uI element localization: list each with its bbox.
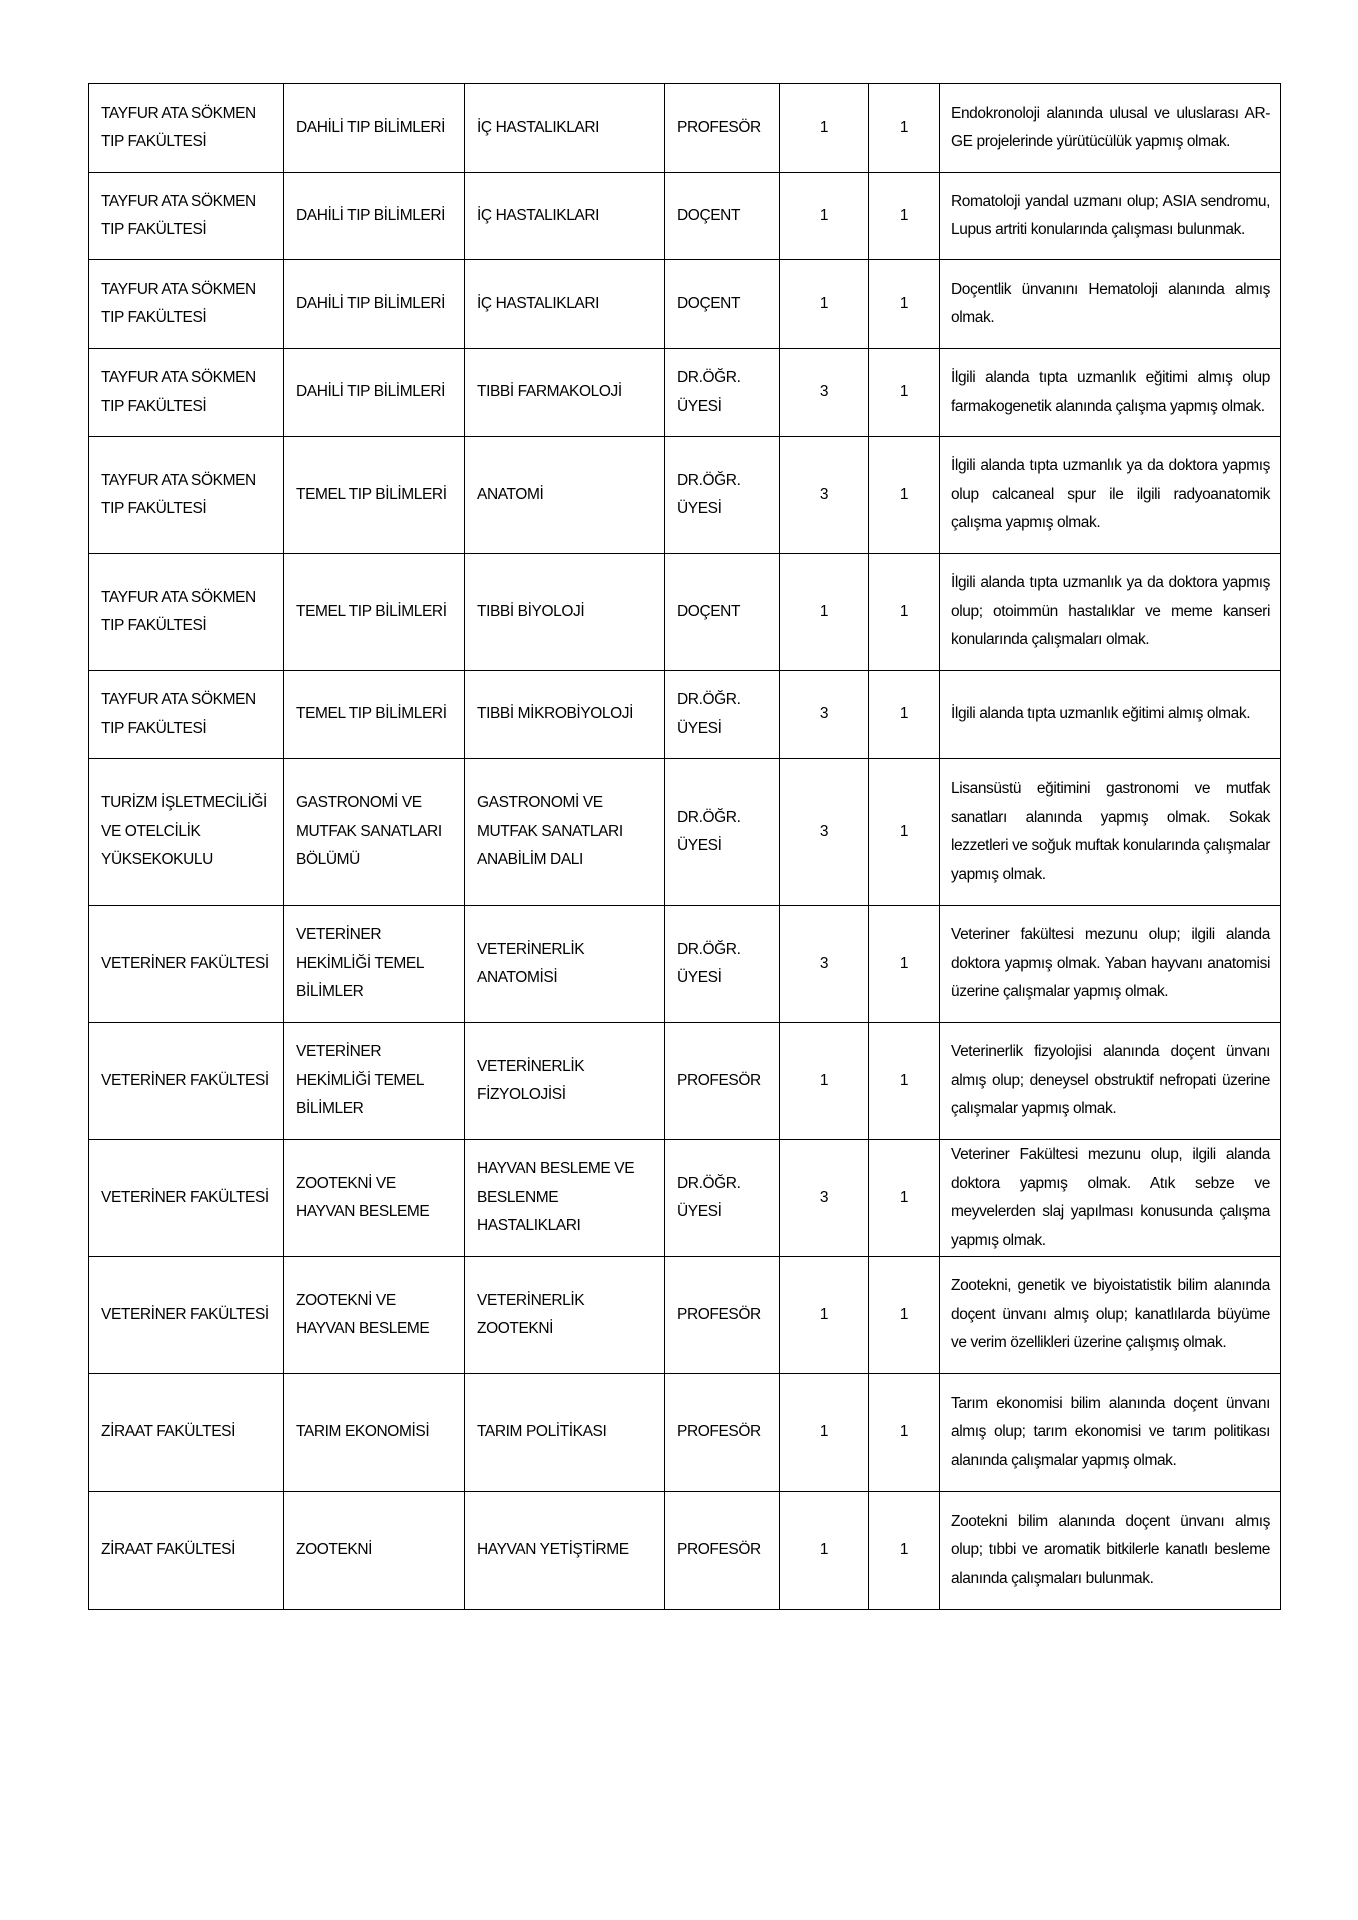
count-cell: 1 xyxy=(869,84,940,173)
title-cell: PROFESÖR xyxy=(665,1492,780,1610)
title-cell: DOÇENT xyxy=(665,260,780,349)
degree-cell: 3 xyxy=(780,759,869,906)
degree-cell: 1 xyxy=(780,1374,869,1492)
degree-cell: 1 xyxy=(780,1023,869,1140)
program-cell: İÇ HASTALIKLARI xyxy=(465,84,665,173)
department-cell: TEMEL TIP BİLİMLERİ xyxy=(284,671,465,759)
count-cell: 1 xyxy=(869,437,940,554)
table-row xyxy=(89,554,1281,671)
faculty-cell: TAYFUR ATA SÖKMEN TIP FAKÜLTESİ xyxy=(89,260,284,349)
program-cell: TIBBİ BİYOLOJİ xyxy=(465,554,665,671)
program-cell: HAYVAN BESLEME VE BESLENME HASTALIKLARI xyxy=(465,1140,665,1257)
count-cell: 1 xyxy=(869,671,940,759)
degree-cell: 1 xyxy=(780,260,869,349)
title-cell: PROFESÖR xyxy=(665,1257,780,1374)
count-cell: 1 xyxy=(869,349,940,437)
faculty-cell: TAYFUR ATA SÖKMEN TIP FAKÜLTESİ xyxy=(89,554,284,671)
title-cell: DR.ÖĞR. ÜYESİ xyxy=(665,906,780,1023)
table-row xyxy=(89,1023,1281,1140)
degree-cell: 1 xyxy=(780,173,869,260)
degree-cell: 1 xyxy=(780,1257,869,1374)
count-cell: 1 xyxy=(869,1023,940,1140)
faculty-cell: TAYFUR ATA SÖKMEN TIP FAKÜLTESİ xyxy=(89,437,284,554)
requirement-cell: Endokronoloji alanında ulusal ve uluslarası AR-GE projelerinde yürütücülük yapmış olmak. xyxy=(940,84,1281,173)
department-cell: DAHİLİ TIP BİLİMLERİ xyxy=(284,349,465,437)
faculty-cell: VETERİNER FAKÜLTESİ xyxy=(89,1257,284,1374)
title-cell: PROFESÖR xyxy=(665,1374,780,1492)
program-cell: VETERİNERLİK ANATOMİSİ xyxy=(465,906,665,1023)
degree-cell: 3 xyxy=(780,671,869,759)
program-cell: VETERİNERLİK FİZYOLOJİSİ xyxy=(465,1023,665,1140)
program-cell: TIBBİ FARMAKOLOJİ xyxy=(465,349,665,437)
title-cell: DOÇENT xyxy=(665,173,780,260)
faculty-cell: TAYFUR ATA SÖKMEN TIP FAKÜLTESİ xyxy=(89,671,284,759)
department-cell: VETERİNER HEKİMLİĞİ TEMEL BİLİMLER xyxy=(284,906,465,1023)
degree-cell: 1 xyxy=(780,84,869,173)
department-cell: ZOOTEKNİ xyxy=(284,1492,465,1610)
requirement-cell: Tarım ekonomisi bilim alanında doçent ünvanı almış olup; tarım ekonomisi ve tarım politikası alanında çalışmalar yapmış olmak. xyxy=(940,1374,1281,1492)
requirement-cell: Veteriner fakültesi mezunu olup; ilgili alanda doktora yapmış olmak. Yaban hayvanı anatomisi üzerine çalışmalar yapmış olmak. xyxy=(940,906,1281,1023)
title-cell: PROFESÖR xyxy=(665,84,780,173)
count-cell: 1 xyxy=(869,173,940,260)
department-cell: DAHİLİ TIP BİLİMLERİ xyxy=(284,173,465,260)
table-row xyxy=(89,1257,1281,1374)
program-cell: HAYVAN YETİŞTİRME xyxy=(465,1492,665,1610)
department-cell: TARIM EKONOMİSİ xyxy=(284,1374,465,1492)
count-cell: 1 xyxy=(869,1257,940,1374)
faculty-cell: VETERİNER FAKÜLTESİ xyxy=(89,906,284,1023)
requirement-cell: Veterinerlik fizyolojisi alanında doçent ünvanı almış olup; deneysel obstruktif nefropati üzerine çalışmalar yapmış olmak. xyxy=(940,1023,1281,1140)
degree-cell: 3 xyxy=(780,1140,869,1257)
program-cell: ANATOMİ xyxy=(465,437,665,554)
table-row xyxy=(89,349,1281,437)
title-cell: DR.ÖĞR. ÜYESİ xyxy=(665,349,780,437)
table-row xyxy=(89,437,1281,554)
department-cell: VETERİNER HEKİMLİĞİ TEMEL BİLİMLER xyxy=(284,1023,465,1140)
count-cell: 1 xyxy=(869,1492,940,1610)
requirement-cell: Lisansüstü eğitimini gastronomi ve mutfak sanatları alanında yapmış olmak. Sokak lezzetleri ve soğuk muftak konularında çalışmalar yapmış olmak. xyxy=(940,759,1281,906)
program-cell: TIBBİ MİKROBİYOLOJİ xyxy=(465,671,665,759)
table-row xyxy=(89,173,1281,260)
title-cell: DR.ÖĞR. ÜYESİ xyxy=(665,759,780,906)
title-cell: DR.ÖĞR. ÜYESİ xyxy=(665,437,780,554)
department-cell: TEMEL TIP BİLİMLERİ xyxy=(284,554,465,671)
requirement-cell: Romatoloji yandal uzmanı olup; ASIA sendromu, Lupus artriti konularında çalışması bulunmak. xyxy=(940,173,1281,260)
faculty-cell: VETERİNER FAKÜLTESİ xyxy=(89,1140,284,1257)
faculty-cell: ZİRAAT FAKÜLTESİ xyxy=(89,1492,284,1610)
title-cell: PROFESÖR xyxy=(665,1023,780,1140)
program-cell: GASTRONOMİ VE MUTFAK SANATLARI ANABİLİM DALI xyxy=(465,759,665,906)
faculty-cell: ZİRAAT FAKÜLTESİ xyxy=(89,1374,284,1492)
count-cell: 1 xyxy=(869,759,940,906)
degree-cell: 3 xyxy=(780,349,869,437)
requirement-cell: Doçentlik ünvanını Hematoloji alanında almış olmak. xyxy=(940,260,1281,349)
faculty-cell: TAYFUR ATA SÖKMEN TIP FAKÜLTESİ xyxy=(89,173,284,260)
department-cell: ZOOTEKNİ VE HAYVAN BESLEME xyxy=(284,1140,465,1257)
table-row xyxy=(89,1374,1281,1492)
degree-cell: 3 xyxy=(780,906,869,1023)
title-cell: DR.ÖĞR. ÜYESİ xyxy=(665,1140,780,1257)
department-cell: ZOOTEKNİ VE HAYVAN BESLEME xyxy=(284,1257,465,1374)
program-cell: İÇ HASTALIKLARI xyxy=(465,260,665,349)
degree-cell: 1 xyxy=(780,1492,869,1610)
staff-positions-table xyxy=(88,83,1281,1610)
requirement-cell: İlgili alanda tıpta uzmanlık ya da doktora yapmış olup; otoimmün hastalıklar ve meme kanseri konularında çalışmaları olmak. xyxy=(940,554,1281,671)
table-row xyxy=(89,1492,1281,1610)
degree-cell: 1 xyxy=(780,554,869,671)
title-cell: DOÇENT xyxy=(665,554,780,671)
faculty-cell: TURİZM İŞLETMECİLİĞİ VE OTELCİLİK YÜKSEKOKULU xyxy=(89,759,284,906)
count-cell: 1 xyxy=(869,554,940,671)
table-body xyxy=(89,84,1281,1610)
requirement-cell: Veteriner Fakültesi mezunu olup, ilgili alanda doktora yapmış olmak. Atık sebze ve meyvelerden slaj yapılması konusunda çalışma yapmış olmak. xyxy=(940,1140,1281,1257)
program-cell: TARIM POLİTİKASI xyxy=(465,1374,665,1492)
table-row xyxy=(89,1140,1281,1257)
table-row xyxy=(89,906,1281,1023)
department-cell: DAHİLİ TIP BİLİMLERİ xyxy=(284,260,465,349)
count-cell: 1 xyxy=(869,1140,940,1257)
degree-cell: 3 xyxy=(780,437,869,554)
count-cell: 1 xyxy=(869,906,940,1023)
table-row xyxy=(89,260,1281,349)
department-cell: DAHİLİ TIP BİLİMLERİ xyxy=(284,84,465,173)
title-cell: DR.ÖĞR. ÜYESİ xyxy=(665,671,780,759)
table-row xyxy=(89,759,1281,906)
count-cell: 1 xyxy=(869,1374,940,1492)
table-row xyxy=(89,671,1281,759)
faculty-cell: VETERİNER FAKÜLTESİ xyxy=(89,1023,284,1140)
count-cell: 1 xyxy=(869,260,940,349)
requirement-cell: İlgili alanda tıpta uzmanlık eğitimi almış olmak. xyxy=(940,671,1281,759)
requirement-cell: Zootekni bilim alanında doçent ünvanı almış olup; tıbbi ve aromatik bitkilerle kanatlı besleme alanında çalışmaları bulunmak. xyxy=(940,1492,1281,1610)
requirement-cell: İlgili alanda tıpta uzmanlık ya da doktora yapmış olup calcaneal spur ile ilgili radyoanatomik çalışma yapmış olmak. xyxy=(940,437,1281,554)
requirement-cell: İlgili alanda tıpta uzmanlık eğitimi almış olup farmakogenetik alanında çalışma yapmış olmak. xyxy=(940,349,1281,437)
program-cell: VETERİNERLİK ZOOTEKNİ xyxy=(465,1257,665,1374)
department-cell: GASTRONOMİ VE MUTFAK SANATLARI BÖLÜMÜ xyxy=(284,759,465,906)
department-cell: TEMEL TIP BİLİMLERİ xyxy=(284,437,465,554)
faculty-cell: TAYFUR ATA SÖKMEN TIP FAKÜLTESİ xyxy=(89,84,284,173)
requirement-cell: Zootekni, genetik ve biyoistatistik bilim alanında doçent ünvanı almış olup; kanatlılarda büyüme ve verim özellikleri üzerine çalışmış olmak. xyxy=(940,1257,1281,1374)
program-cell: İÇ HASTALIKLARI xyxy=(465,173,665,260)
faculty-cell: TAYFUR ATA SÖKMEN TIP FAKÜLTESİ xyxy=(89,349,284,437)
table-row xyxy=(89,84,1281,173)
